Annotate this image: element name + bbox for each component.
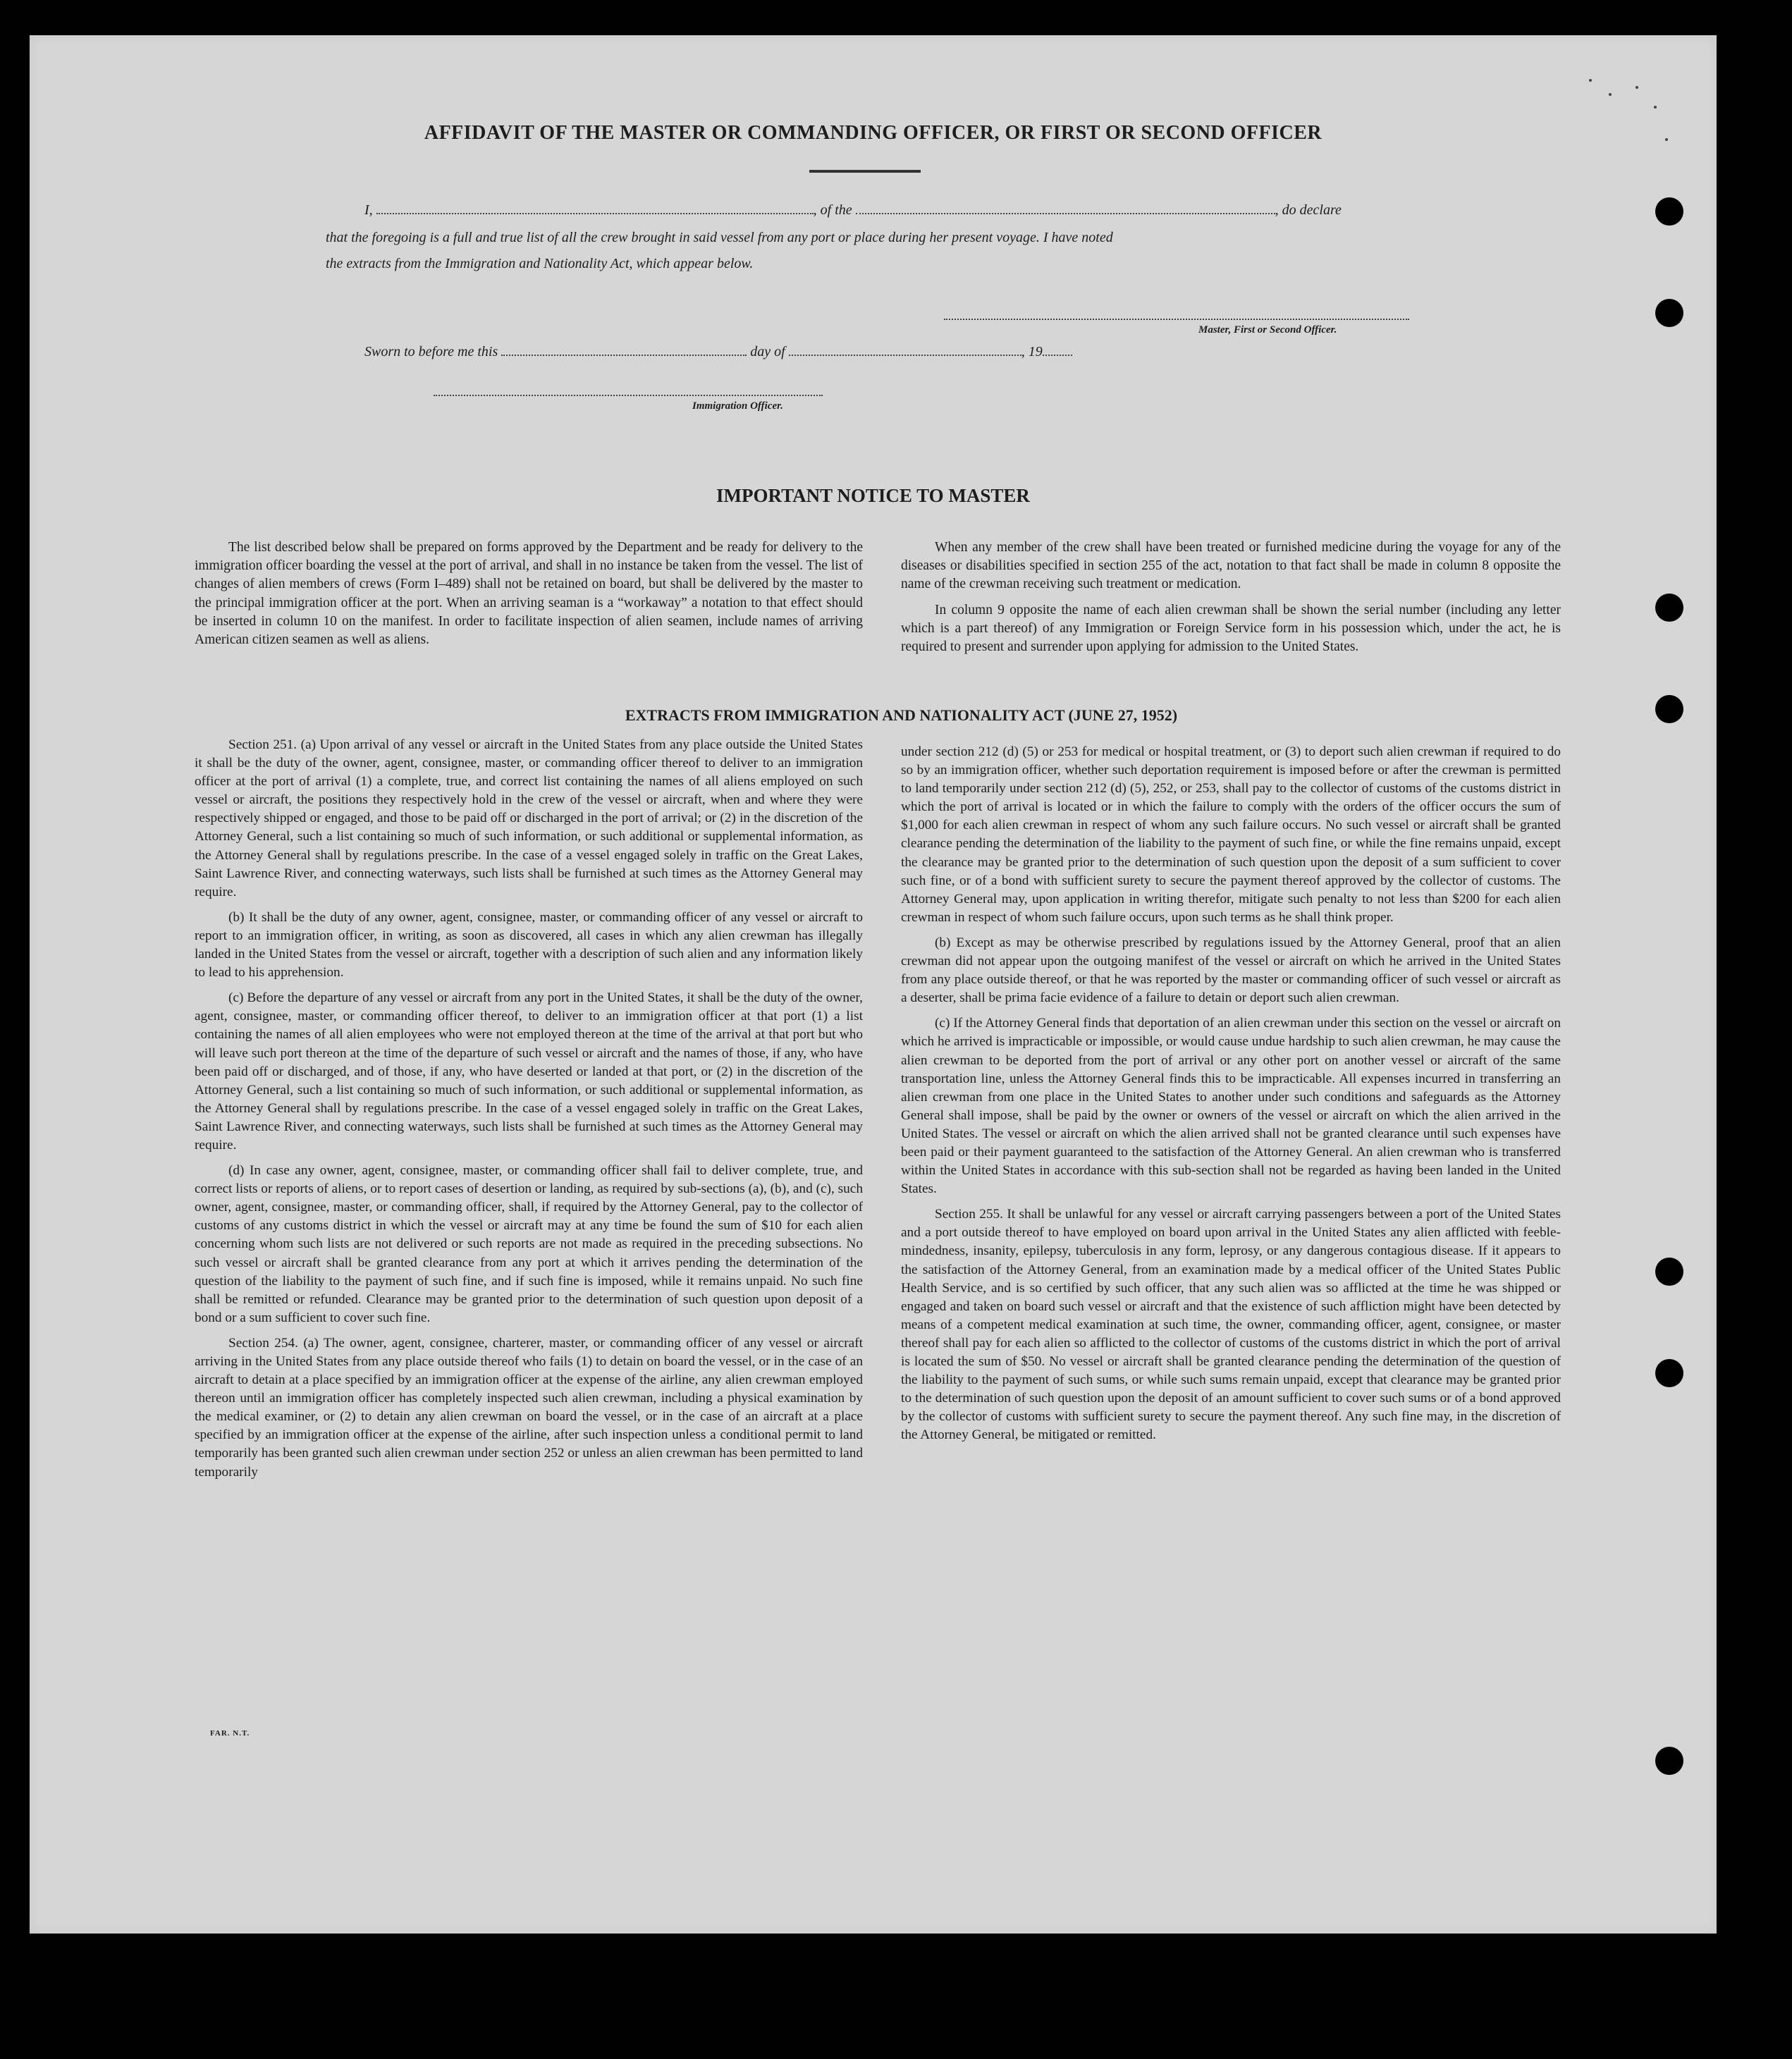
day-blank[interactable] (501, 345, 747, 356)
section-254c: (c) If the Attorney General finds that deportation of an alien crewman under this section on the vessel or aircraft on which he arrived is impracticable or impossible, or would cause undue hardship to such alien crewman, he may cause the alien crewman to be deported from the port of arrival or any other port on another vessel or aircraft of the same transportation line, unless the Attorney General finds this to be impracticable. All expenses incurred in transferring an alien crewman from one place in the United States to another under such conditions and safeguards as the Attorney General shall impose, shall be paid by the owner or owners of the vessel or aircraft on which the alien arrived in the United States. The vessel or aircraft on which the alien arrived shall not be granted clearance until such expenses have been paid or their payment guaranteed to the satisfaction of the Attorney General. An alien crewman who is transferred within the United States in accordance with this sub-section shall not be regarded as having been landed in the United States. (901, 1016, 1561, 1197)
section-251b: (b) It shall be the duty of any owner, agent, consignee, master, or commanding officer of any vessel or aircraft to report to an immigration officer, in writing, as soon as discovered, all cases in which any alien crewman has illegally landed in the United States from the vessel or aircraft, together with a description of such alien and any information likely to lead to his apprehension. (195, 909, 863, 981)
year-text: , 19 (1021, 344, 1043, 359)
binder-hole (1655, 594, 1683, 622)
section-254a-continued: under section 212 (d) (5) or 253 for medical or hospital treatment, or (3) to deport such alien crewman if required to do so by an immigration officer, whether such deportation requirement is imposed before or after the crewman is permitted to land temporarily under section 212 (d) (5), 252, or 253, shall pay to the collector of customs of the customs district in which the port of arrival is located or in which the failure to comply with the orders of the officer occurs the sum of $1,000 for each alien crewman in respect of whom any such failure occurs. No such vessel or aircraft shall be granted clearance pending the determination of the liability to the payment of such fine, or while the fine remains unpaid, except the clearance may be granted prior to the determination of such question upon the deposit of a sum sufficient to cover such fine, or of a bond with sufficient surety to secure the payment thereof approved by the collector of customs. The Attorney General may, upon application in writing therefor, mitigate such penalty to not less than $200 for each alien crewman in respect of whom such failure occurs, upon such terms as he shall think proper. (901, 744, 1561, 925)
section-251c: (c) Before the departure of any vessel or aircraft from any port in the United States, it shall be the duty of the owner, agent, consignee, master, or commanding officer thereof, to deliver to an immigration officer at that port (1) a list containing the names of all alien employees who were not employed thereon at the time of the arrival at that port but who will leave such port thereon at the time of the departure of such vessel or aircraft and the names of those, if any, who have been paid off or discharged, and of those, if any, who have deserted or landed at that port, or (2) in the discretion of the Attorney General, such a list containing so much of such information, or such additional or supplemental information, as the Attorney General shall by regulations prescribe. In the case of a vessel engaged solely in traffic on the Great Lakes, Saint Lawrence River, and connecting waterways, such lists shall be furnished at such times as the Attorney General may require. (195, 990, 863, 1153)
binder-hole (1655, 695, 1683, 723)
notice-title: IMPORTANT NOTICE TO MASTER (716, 485, 1030, 506)
notice-right-column (901, 539, 1561, 663)
binder-hole (1655, 1747, 1683, 1775)
affidavit-of-the: , of the (813, 202, 852, 218)
sworn-text: Sworn to before me this (364, 344, 498, 359)
notice-right-paragraph-1: When any member of the crew shall have been treated or furnished medicine during the voyage for any of the diseases or disabilities specified in section 255 of the act, notation to that fact shall be made in column 8 opposite the name of the crewman receiving such treatment or medication. (901, 540, 1561, 592)
section-255: Section 255. It shall be unlawful for any vessel or aircraft carrying passengers between a port of the United States and a port outside thereof to have employed on board upon arrival in the United States any alien afflicted with feeble-mindedness, insanity, epilepsy, tuberculosis in any form, leprosy, or any dangerous contagious disease. If it appears to the satisfaction of the Attorney General, from an examination made by a medical officer of the United States Public Health Service, and is so certified by such officer, that any such alien was so afflicted at the time he was shipped or engaged and taken on board such vessel or aircraft and that the existence of such affliction might have been detected by means of a competent medical examination at such time, the owner, commanding officer, agent, consignee, or master thereof shall pay for each alien so afflicted to the collector of customs of the customs district in which the port of arrival is located the sum of $50. No vessel or aircraft shall be granted clearance pending the determination of the question of the liability to the payment of such sums, or while such sums remain unpaid, except that clearance may be granted prior to the determination of such question upon the deposit of an amount sufficient to cover such sums or of a bond approved by the collector of customs with sufficient surety to secure the payment thereof. Any such fine may, in the discretion of the Attorney General, be mitigated or remitted. (901, 1207, 1561, 1443)
extracts-title: EXTRACTS FROM IMMIGRATION AND NATIONALITY ACT (JUNE 27, 1952) (625, 706, 1178, 724)
affidavit-title: AFFIDAVIT OF THE MASTER OR COMMANDING OFFICER, OR FIRST OR SECOND OFFICER (424, 122, 1322, 144)
month-blank[interactable] (789, 345, 1021, 356)
binder-hole (1655, 1258, 1683, 1286)
document-page (30, 35, 1717, 1934)
master-caption: Master, First or Second Officer. (1198, 324, 1337, 336)
extracts-right-column (901, 743, 1561, 1451)
section-251a: Section 251. (a) Upon arrival of any vessel or aircraft in the United States from any place outside the United States it shall be the duty of the owner, agent, consignee, master, or commanding officer thereof to deliver to an immigration officer at the port of arrival (1) a complete, true, and correct list containing the names of all aliens employed on such vessel or aircraft, the positions they respectively hold in the crew of the vessel or aircraft, when and where they were respectively shipped or engaged, and those to be paid off or discharged in the port of arrival; or (2) in the discretion of the Attorney General, such a list containing so much of such information, or such additional or supplemental information, as the Attorney General shall by regulations prescribe. In the case of a vessel engaged solely in traffic on the Great Lakes, Saint Lawrence River, and connecting waterways, such lists shall be furnished at such times as the Attorney General may require. (195, 737, 863, 899)
binder-hole (1655, 299, 1683, 327)
notice-left-column (195, 539, 863, 656)
day-of-text: day of (750, 344, 785, 359)
notice-left-paragraph: The list described below shall be prepared on forms approved by the Department and be ready for delivery to the immigration officer boarding the vessel at the port of arrival, and shall in no instance be taken from the vessel. The list of changes of alien members of crews (Form I–489) shall not be retained on board, but shall be delivered by the master to the principal immigration officer at the port. When an arriving seaman is a “workaway” a notation to that effect should be inserted in column 10 on the manifest. In order to facilitate inspection of alien seamen, include names of arriving American citizen seamen as well as aliens. (195, 540, 863, 648)
binder-hole (1655, 1359, 1683, 1387)
affidavit-line-2: that the foregoing is a full and true list of all the crew brought in said vessel from any port or place during her present voyage. I have noted (326, 230, 1113, 245)
section-251d: (d) In case any owner, agent, consignee, master, or commanding officer shall fail to deliver complete, true, and correct lists or reports of aliens, or to report cases of desertion or landing, as required by sub-sections (a), (b), and (c), such owner, agent, consignee, master, or commanding officer, shall, if required by the Attorney General, pay to the collector of customs of any customs district in which the vessel or aircraft may at any time be found the sum of $10 for each alien concerning whom such lists are not delivered or such reports are not made as required in the preceding subsections. No such vessel or aircraft shall be granted clearance from any port at which it arrives pending the determination of the question of the liability to the payment of such fine, and if such fine is imposed, while it remains unpaid. No such fine shall be remitted or refunded. Clearance may be granted prior to the determination of such question upon deposit of a bond or a sum sufficient to cover such fine. (195, 1163, 863, 1325)
name-blank[interactable] (376, 203, 814, 214)
sworn-line (364, 344, 1072, 360)
speck (1654, 106, 1657, 109)
immigration-caption: Immigration Officer. (692, 400, 783, 412)
master-signature-line[interactable] (944, 319, 1409, 320)
title-rule (809, 170, 921, 173)
extracts-left-column (195, 736, 863, 1489)
affidavit-i: I, (364, 202, 373, 218)
affidavit-line-3: the extracts from the Immigration and Nationality Act, which appear below. (326, 256, 754, 271)
immigration-officer-line[interactable] (434, 395, 823, 396)
section-254a: Section 254. (a) The owner, agent, consignee, charterer, master, or commanding officer of any vessel or aircraft arriving in the United States from any place outside thereof who fails (1) to detain on board the vessel, or in the case of an aircraft to detain at a place specified by an immigration officer at the expense of the airline, any alien crewman employed thereon until an immigration officer has completely inspected such alien crewman, including a physical examination by the medical examiner, or (2) to detain any alien crewman on board the vessel, or in the case of an aircraft at a place specified by an immigration officer at the expense of the airline, after such inspection unless a conditional permit to land temporarily has been granted such alien crewman under section 252 or unless an alien crewman has been permitted to land temporarily (195, 1335, 863, 1480)
vessel-blank[interactable] (856, 203, 1275, 214)
speck (1635, 86, 1638, 89)
notice-right-paragraph-2: In column 9 opposite the name of each alien crewman shall be shown the serial number (including any letter which is a part thereof) of any Immigration or Foreign Service form in his possession which, under the act, he is required to present and surrender upon applying for admission to the United States. (901, 602, 1561, 655)
speck (1609, 93, 1612, 96)
form-footer-code: FAR. N.T. (210, 1729, 250, 1738)
affidavit-line-1 (364, 202, 1342, 219)
affidavit-do-declare: , do declare (1275, 202, 1342, 218)
speck (1589, 79, 1592, 82)
binder-hole (1655, 197, 1683, 226)
section-254b: (b) Except as may be otherwise prescribed by regulations issued by the Attorney General, proof that an alien crewman did not appear upon the outgoing manifest of the vessel or aircraft on which he arrived in the United States from any place outside thereof, or that he was reported by the master or commanding officer of such vessel or aircraft as a deserter, shall be prima facie evidence of a failure to detain or deport such alien crewman. (901, 935, 1561, 1006)
year-blank[interactable] (1043, 345, 1072, 356)
